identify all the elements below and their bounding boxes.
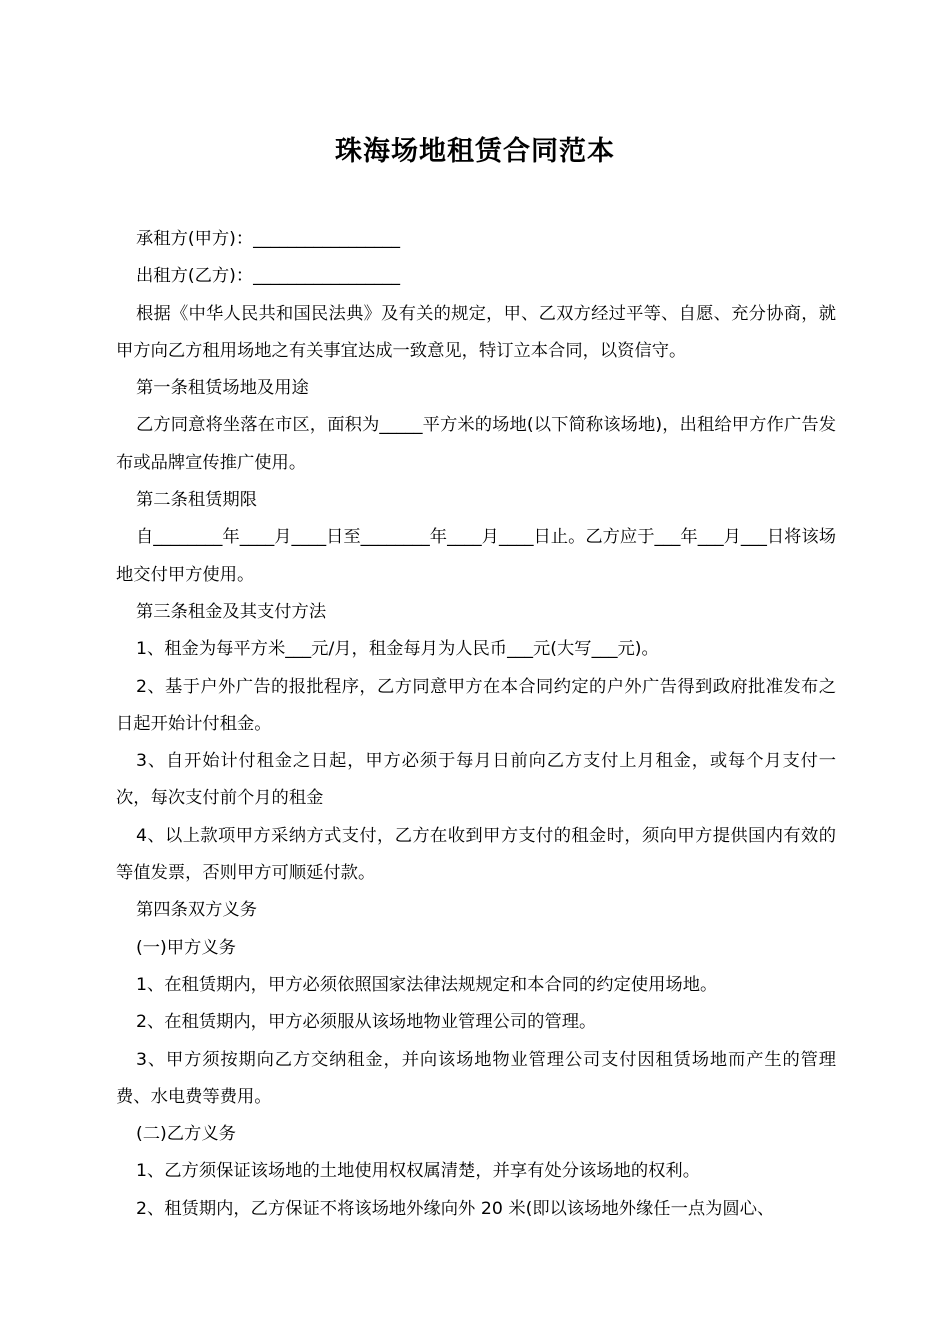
article-1-paragraph: 乙方同意将坐落在市区，面积为_____平方米的场地(以下简称该场地)，出租给甲方作广告发布或品牌宣传推广使用。 — [116, 415, 836, 473]
article-2-heading: 第二条租赁期限 — [136, 490, 257, 511]
party-b-obligation-2: 2、租赁期内，乙方保证不将该场地外缘向外 20 米(即以该场地外缘任一点为圆心、 — [136, 1198, 775, 1219]
party-a-obligation-3: 3、甲方须按期向乙方交纳租金，并向该场地物业管理公司支付因租赁场地而产生的管理费、水电费等费用。 — [116, 1049, 836, 1107]
party-b-obligations-heading: (二)乙方义务 — [136, 1124, 236, 1145]
party-a-obligation-1: 1、在租赁期内，甲方必须依照国家法律法规规定和本合同的约定使用场地。 — [136, 974, 718, 995]
article-3-heading: 第三条租金及其支付方法 — [136, 601, 327, 622]
article-2-paragraph: 自________年____月____日至________年____月____日止。乙方应于___年___月___日将该场地交付甲方使用。 — [116, 527, 836, 585]
party-a-line: 承租方(甲方)：_________________ — [136, 229, 401, 249]
document-title: 珠海场地租赁合同范本 — [335, 136, 615, 167]
party-b-line: 出租方(乙方)：_________________ — [136, 266, 401, 287]
party-a-obligation-2: 2、在租赁期内，甲方必须服从该场地物业管理公司的管理。 — [136, 1012, 597, 1033]
article-4-heading: 第四条双方义务 — [136, 900, 257, 921]
party-a-obligations-heading: (一)甲方义务 — [136, 937, 236, 958]
article-3-clause-4: 4、以上款项甲方采纳方式支付，乙方在收到甲方支付的租金时，须向甲方提供国内有效的等值发票，否则甲方可顺延付款。 — [116, 825, 836, 884]
article-1-heading: 第一条租赁场地及用途 — [136, 378, 309, 399]
article-3-clause-1: 1、租金为每平方米___元/月，租金每月为人民币___元(大写___元)。 — [136, 639, 659, 660]
preamble-paragraph: 根据《中华人民共和国民法典》及有关的规定，甲、乙双方经过平等、自愿、充分协商，就甲方向乙方租用场地之有关事宜达成一致意见，特订立本合同，以资信守。 — [116, 303, 836, 361]
article-3-clause-3: 3、自开始计付租金之日起，甲方必须于每月日前向乙方支付上月租金，或每个月支付一次，每次支付前个月的租金 — [116, 751, 836, 809]
party-b-obligation-1: 1、乙方须保证该场地的土地使用权权属清楚，并享有处分该场地的权利。 — [136, 1161, 700, 1182]
article-3-clause-2: 2、基于户外广告的报批程序，乙方同意甲方在本合同约定的户外广告得到政府批准发布之日起开始计付租金。 — [116, 676, 836, 734]
document-body — [116, 221, 836, 1228]
